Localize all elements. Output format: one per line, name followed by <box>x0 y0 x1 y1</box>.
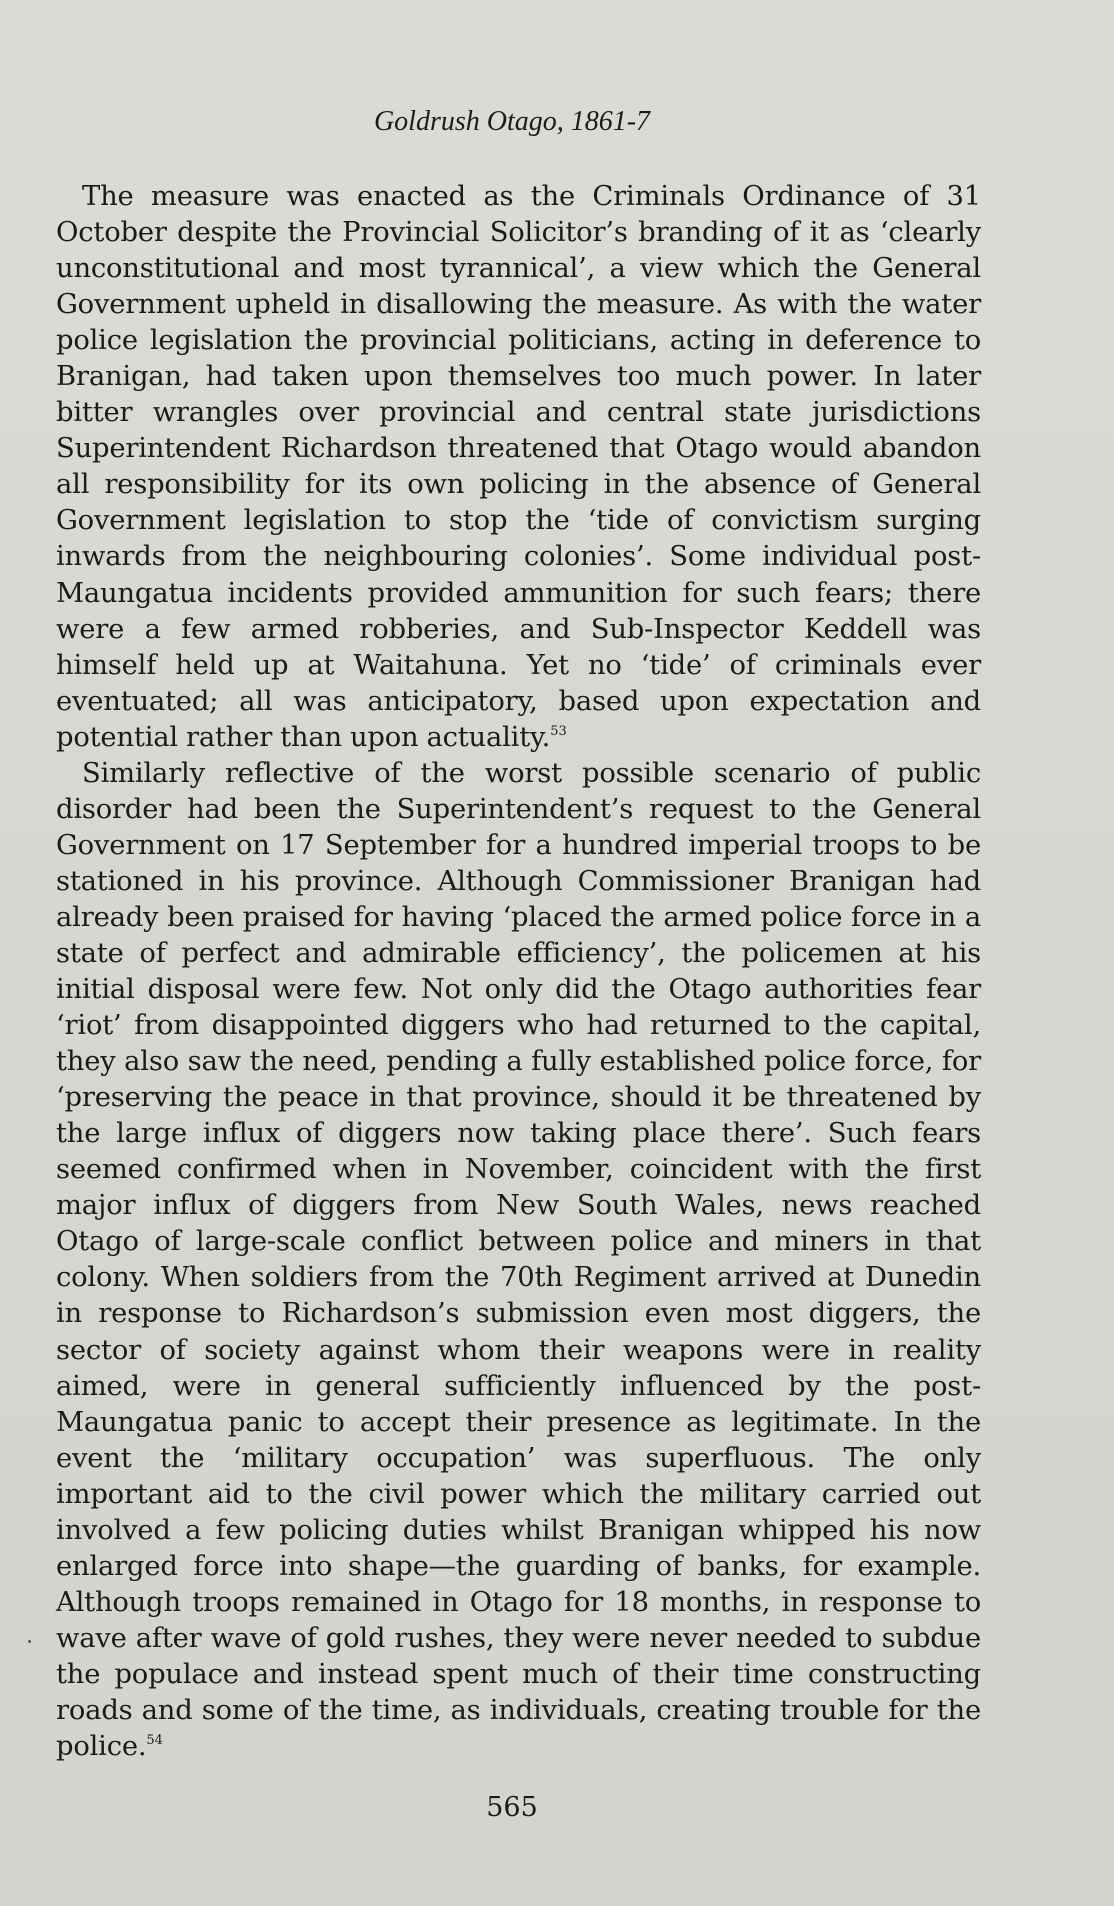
footnote-ref: 54 <box>146 1733 163 1749</box>
body-text <box>56 179 981 1765</box>
paragraph-text: Similarly reflective of the worst possible scenario of public disorder had been the Superintendent’s request to the General Government on 17 September for a hundred imperial troops to be stationed in his province. Although Commissioner Branigan had already been praised for having ‘placed the armed police force in a state of perfect and admirable efficiency’, the policemen at his initial disposal were few. Not only did the Otago authorities fear ‘riot’ from disappointed diggers who had returned to the capital, they also saw the need, pending a fully established police force, for ‘preserving the peace in that province, should it be threatened by the large influx of diggers now taking place there’. Such fears seemed confirmed when in November, coincident with the first major influx of diggers from New South Wales, news reached Otago of large-scale conflict between police and miners in that colony. When soldiers from the 70th Regiment arrived at Dunedin in response to Richardson’s submission even most diggers, the sector of society against whom their weapons were in reality aimed, were in general sufficiently influenced by the post-Maungatua panic to accept their presence as legitimate. In the event the ‘military occupation’ was superfluous. The only important aid to the civil power which the military carried out involved a few policing duties whilst Branigan whipped his now enlarged force into shape—the guarding of banks, for example. Although troops remained in Otago for 18 months, in response to wave after wave of gold rushes, they were never needed to subdue the populace and instead spent much of their time constructing roads and some of the time, as individuals, creating trouble for the police. <box>56 757 981 1763</box>
paragraph-text: The measure was enacted as the Criminals Ordinance of 31 October despite the Provincial Solicitor’s branding of it as ‘clearly unconstitutional and most tyrannical’, a view which the General Government upheld in disallowing the measure. As with the water police legislation the provincial politicians, acting in deference to Branigan, had taken upon themselves too much power. In later bitter wrangles over provincial and central state jurisdictions Superintendent Richardson threatened that Otago would abandon all responsibility for its own policing in the absence of General Government legislation to stop the ‘tide of convictism surging inwards from the neighbouring colonies’. Some individual post-Maungatua incidents provided ammunition for such fears; there were a few armed robberies, and Sub-Inspector Keddell was himself held up at Waitahuna. Yet no ‘tide’ of criminals ever eventuated; all was anticipatory, based upon expectation and potential rather than upon actuality. <box>56 181 981 753</box>
stray-mark <box>28 1640 31 1643</box>
paragraph <box>56 179 981 756</box>
paragraph <box>56 756 981 1765</box>
footnote-ref: 53 <box>550 723 567 739</box>
page-number: 565 <box>486 1792 538 1823</box>
running-head: Goldrush Otago, 1861-7 <box>373 106 651 137</box>
